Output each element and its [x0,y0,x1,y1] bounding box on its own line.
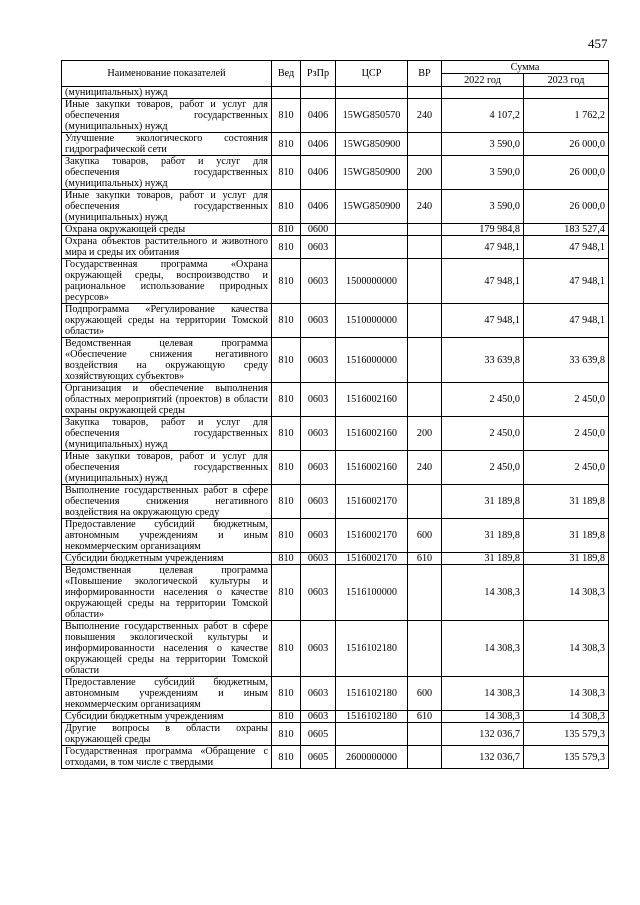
row-ved [272,87,301,99]
row-ved: 810 [272,677,301,711]
table-header [62,61,609,87]
row-rzpr: 0603 [301,338,336,383]
row-ved: 810 [272,236,301,259]
row-rzpr [301,87,336,99]
row-ved: 810 [272,723,301,746]
row-csr: 1516002170 [336,485,408,519]
row-name: Другие вопросы в области охраны окружающей среды [62,723,272,746]
row-rzpr: 0603 [301,383,336,417]
row-csr: 1516102180 [336,621,408,677]
row-rzpr: 0603 [301,259,336,304]
table-row [62,99,609,133]
row-rzpr: 0603 [301,304,336,338]
row-name: Предоставление субсидий бюджетным, автономным учреждениям и иным некоммерческим организациям [62,519,272,553]
row-sum-2023: 135 579,3 [524,746,609,769]
row-sum-2023: 26 000,0 [524,190,609,224]
row-name: Иные закупки товаров, работ и услуг для обеспечения государственных (муниципальных) нужд [62,99,272,133]
row-vr [408,87,442,99]
table-row [62,417,609,451]
row-name: Субсидии бюджетным учреждениям [62,553,272,565]
row-rzpr: 0603 [301,621,336,677]
row-sum-2022: 14 308,3 [442,677,524,711]
table-row [62,236,609,259]
row-rzpr: 0603 [301,711,336,723]
row-csr [336,723,408,746]
row-name: Государственная программа «Охрана окружающей среды, воспроизводство и рациональное использование природных ресурсов» [62,259,272,304]
row-csr [336,236,408,259]
row-sum-2022: 3 590,0 [442,190,524,224]
row-rzpr: 0603 [301,417,336,451]
table-row [62,304,609,338]
row-rzpr: 0605 [301,746,336,769]
row-name: Охрана объектов растительного и животного мира и среды их обитания [62,236,272,259]
page-number: 457 [588,36,608,51]
row-sum-2022: 14 308,3 [442,711,524,723]
row-vr: 240 [408,451,442,485]
table-row [62,383,609,417]
row-sum-2022: 132 036,7 [442,723,524,746]
row-csr: 1516000000 [336,338,408,383]
row-ved: 810 [272,553,301,565]
row-sum-2023: 14 308,3 [524,711,609,723]
row-name: Предоставление субсидий бюджетным, автономным учреждениям и иным некоммерческим организациям [62,677,272,711]
row-sum-2023: 2 450,0 [524,383,609,417]
row-sum-2022: 2 450,0 [442,451,524,485]
row-vr [408,133,442,156]
table-row [62,190,609,224]
row-ved: 810 [272,519,301,553]
row-name: Закупка товаров, работ и услуг для обеспечения государственных (муниципальных) нужд [62,156,272,190]
row-ved: 810 [272,338,301,383]
row-ved: 810 [272,383,301,417]
row-csr: 1516002170 [336,553,408,565]
row-rzpr: 0603 [301,485,336,519]
header-ved: Вед [272,61,301,87]
row-name: Организация и обеспечение выполнения областных мероприятий (проектов) в области охраны окружающей среды [62,383,272,417]
table-row [62,723,609,746]
row-rzpr: 0603 [301,519,336,553]
budget-table [61,60,609,769]
row-name: Иные закупки товаров, работ и услуг для обеспечения государственных (муниципальных) нужд [62,451,272,485]
row-ved: 810 [272,417,301,451]
row-sum-2022: 14 308,3 [442,565,524,621]
table-row [62,621,609,677]
table-row [62,133,609,156]
table-body [62,87,609,769]
header-rzpr: РзПр [301,61,336,87]
row-sum-2023: 47 948,1 [524,304,609,338]
row-vr [408,621,442,677]
row-sum-2023: 47 948,1 [524,259,609,304]
row-sum-2022: 2 450,0 [442,417,524,451]
row-sum-2023: 14 308,3 [524,677,609,711]
row-vr [408,723,442,746]
row-sum-2023: 47 948,1 [524,236,609,259]
header-sum: Сумма [442,61,609,74]
row-vr [408,259,442,304]
table-row [62,87,609,99]
row-rzpr: 0603 [301,236,336,259]
row-sum-2023: 14 308,3 [524,621,609,677]
row-sum-2023: 31 189,8 [524,485,609,519]
row-sum-2022: 132 036,7 [442,746,524,769]
row-csr: 1516002160 [336,451,408,485]
row-csr: 1516102180 [336,711,408,723]
row-ved: 810 [272,451,301,485]
row-csr: 15WG850570 [336,99,408,133]
row-name: Улучшение экологического состояния гидрографической сети [62,133,272,156]
row-sum-2022: 31 189,8 [442,485,524,519]
row-vr: 610 [408,711,442,723]
row-ved: 810 [272,746,301,769]
row-name: Выполнение государственных работ в сфере повышения экологической культуры и информированности населения о качестве окружающей среды на территории Томской области [62,621,272,677]
row-ved: 810 [272,565,301,621]
row-rzpr: 0603 [301,553,336,565]
row-sum-2023: 31 189,8 [524,553,609,565]
row-vr [408,746,442,769]
row-rzpr: 0600 [301,224,336,236]
row-sum-2022: 3 590,0 [442,133,524,156]
row-ved: 810 [272,711,301,723]
row-ved: 810 [272,224,301,236]
row-rzpr: 0603 [301,677,336,711]
row-sum-2022: 33 639,8 [442,338,524,383]
row-sum-2023: 135 579,3 [524,723,609,746]
row-sum-2023: 31 189,8 [524,519,609,553]
row-ved: 810 [272,485,301,519]
row-csr: 2600000000 [336,746,408,769]
table-row [62,565,609,621]
row-sum-2023: 33 639,8 [524,338,609,383]
row-vr: 240 [408,190,442,224]
row-sum-2023: 14 308,3 [524,565,609,621]
table-row [62,156,609,190]
row-csr: 1516002160 [336,383,408,417]
row-sum-2022: 14 308,3 [442,621,524,677]
row-sum-2023: 2 450,0 [524,417,609,451]
row-sum-2022: 3 590,0 [442,156,524,190]
table-row [62,224,609,236]
row-rzpr: 0605 [301,723,336,746]
row-sum-2022: 31 189,8 [442,553,524,565]
row-rzpr: 0406 [301,190,336,224]
row-csr: 1500000000 [336,259,408,304]
row-name: Закупка товаров, работ и услуг для обеспечения государственных (муниципальных) нужд [62,417,272,451]
row-sum-2022: 4 107,2 [442,99,524,133]
row-vr [408,485,442,519]
table-row [62,259,609,304]
row-vr: 600 [408,677,442,711]
row-csr: 1516100000 [336,565,408,621]
row-sum-2023 [524,87,609,99]
row-name: Выполнение государственных работ в сфере обеспечения снижения негативного воздействия на окружающую среду [62,485,272,519]
row-sum-2022: 47 948,1 [442,304,524,338]
row-sum-2023: 183 527,4 [524,224,609,236]
row-vr [408,304,442,338]
header-year-2022: 2022 год [442,74,524,87]
row-vr: 610 [408,553,442,565]
table-row [62,677,609,711]
row-name: Подпрограмма «Регулирование качества окружающей среды на территории Томской области» [62,304,272,338]
row-csr: 15WG850900 [336,156,408,190]
row-ved: 810 [272,133,301,156]
row-rzpr: 0603 [301,451,336,485]
row-vr [408,565,442,621]
row-name: Субсидии бюджетным учреждениям [62,711,272,723]
row-sum-2022: 179 984,8 [442,224,524,236]
table-row [62,711,609,723]
row-name: Ведомственная целевая программа «Обеспечение снижения негативного воздействия на окружающую среду хозяйствующих субъектов» [62,338,272,383]
row-name: Охрана окружающей среды [62,224,272,236]
row-vr: 200 [408,156,442,190]
row-csr: 1516002170 [336,519,408,553]
row-vr [408,338,442,383]
table-row [62,338,609,383]
header-vr: ВР [408,61,442,87]
row-csr: 1516002160 [336,417,408,451]
row-name: (муниципальных) нужд [62,87,272,99]
row-csr: 15WG850900 [336,190,408,224]
row-vr: 600 [408,519,442,553]
row-ved: 810 [272,99,301,133]
row-sum-2022: 2 450,0 [442,383,524,417]
header-year-2023: 2023 год [524,74,609,87]
row-vr: 240 [408,99,442,133]
row-rzpr: 0406 [301,133,336,156]
row-csr: 1516102180 [336,677,408,711]
row-name: Ведомственная целевая программа «Повышение экологической культуры и информированности населения о качестве окружающей среды на территории Томской области» [62,565,272,621]
row-sum-2023: 1 762,2 [524,99,609,133]
row-sum-2022 [442,87,524,99]
row-vr [408,236,442,259]
table-row [62,519,609,553]
row-ved: 810 [272,156,301,190]
row-ved: 810 [272,304,301,338]
row-csr: 1510000000 [336,304,408,338]
row-sum-2023: 26 000,0 [524,156,609,190]
row-rzpr: 0603 [301,565,336,621]
row-vr [408,224,442,236]
row-csr: 15WG850900 [336,133,408,156]
row-rzpr: 0406 [301,156,336,190]
row-sum-2023: 26 000,0 [524,133,609,156]
row-name: Иные закупки товаров, работ и услуг для обеспечения государственных (муниципальных) нужд [62,190,272,224]
row-csr [336,224,408,236]
row-name: Государственная программа «Обращение с отходами, в том числе с твердыми [62,746,272,769]
row-sum-2023: 2 450,0 [524,451,609,485]
row-rzpr: 0406 [301,99,336,133]
header-csr: ЦСР [336,61,408,87]
table-row [62,553,609,565]
row-vr: 200 [408,417,442,451]
row-sum-2022: 47 948,1 [442,259,524,304]
table-row [62,451,609,485]
row-vr [408,383,442,417]
row-ved: 810 [272,190,301,224]
row-sum-2022: 31 189,8 [442,519,524,553]
row-ved: 810 [272,621,301,677]
row-sum-2022: 47 948,1 [442,236,524,259]
header-name: Наименование показателей [62,61,272,87]
table-row [62,746,609,769]
row-ved: 810 [272,259,301,304]
row-csr [336,87,408,99]
table-row [62,485,609,519]
